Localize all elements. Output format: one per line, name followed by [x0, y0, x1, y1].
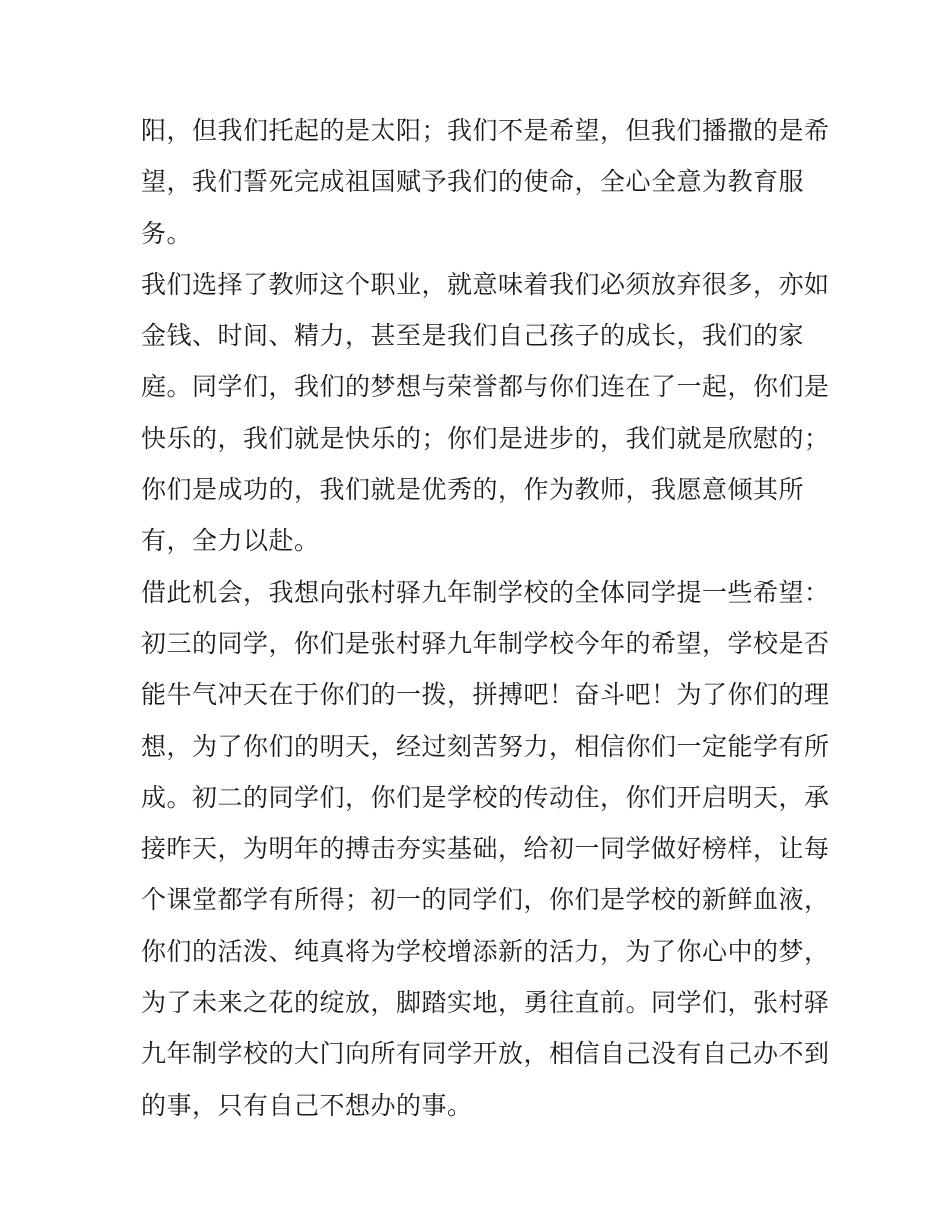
text-line: 成。初二的同学们，你们是学校的传动住，你们开启明天，承: [141, 782, 830, 812]
text-line: 望，我们誓死完成祖国赋予我们的使命，全心全意为教育服: [141, 167, 805, 197]
text-line: 庭。同学们，我们的梦想与荣誉都与你们连在了一起，你们是: [141, 372, 830, 402]
text-line: 借此机会，我想向张村驿九年制学校的全体同学提一些希望：: [141, 577, 830, 607]
text-line: 快乐的，我们就是快乐的；你们是进步的，我们就是欣慰的；: [141, 423, 830, 453]
text-line: 接昨天，为明年的搏击夯实基础，给初一同学做好榜样，让每: [141, 834, 830, 864]
text-line: 初三的同学，你们是张村驿九年制学校今年的希望，学校是否: [141, 628, 830, 658]
text-line: 我们选择了教师这个职业，就意味着我们必须放弃很多，亦如: [141, 269, 830, 299]
text-line: 你们的活泼、纯真将为学校增添新的活力，为了你心中的梦，: [141, 936, 830, 966]
text-line: 阳，但我们托起的是太阳；我们不是希望，但我们播撒的是希: [141, 116, 830, 145]
text-line: 能牛气冲天在于你们的一拨，拼搏吧！奋斗吧！为了你们的理: [141, 680, 830, 710]
text-line: 个课堂都学有所得；初一的同学们，你们是学校的新鲜血液，: [141, 885, 830, 915]
text-line: 九年制学校的大门向所有同学开放，相信自己没有自己办不到: [141, 1039, 830, 1069]
text-line: 有，全力以赴。: [141, 526, 320, 556]
text-line: 想，为了你们的明天，经过刻苦努力，相信你们一定能学有所: [141, 731, 830, 761]
text-line: 你们是成功的，我们就是优秀的，作为教师，我愿意倾其所: [141, 475, 805, 505]
text-line: 的事，只有自己不想办的事。: [141, 1090, 473, 1120]
speech-text-body: [141, 105, 830, 1131]
text-line: 金钱、时间、精力，甚至是我们自己孩子的成长，我们的家: [141, 321, 805, 351]
text-line: 务。: [141, 218, 193, 248]
text-line: 为了未来之花的绽放，脚踏实地，勇往直前。同学们，张村驿: [141, 988, 830, 1018]
